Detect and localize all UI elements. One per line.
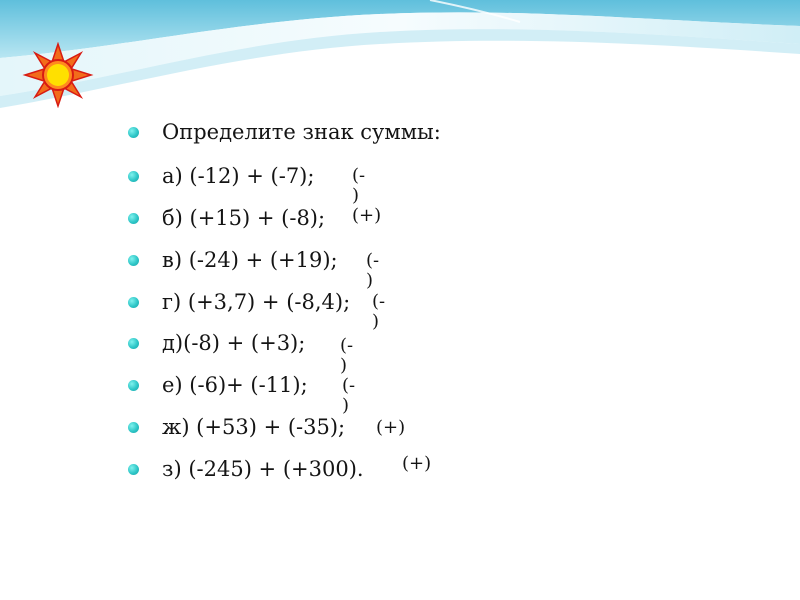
bullet-icon bbox=[128, 255, 139, 266]
bullet-icon bbox=[128, 127, 139, 138]
list-item bbox=[128, 198, 528, 238]
list-item-text: ж) (+53) + (-35); bbox=[162, 415, 346, 439]
answer-label: (- ) bbox=[372, 291, 386, 332]
list-item-text: д)(-8) + (+3); bbox=[162, 331, 306, 355]
list-item-text: б) (+15) + (-8); bbox=[162, 206, 326, 230]
list-item bbox=[128, 156, 528, 196]
bullet-icon bbox=[128, 213, 139, 224]
list-item bbox=[128, 323, 528, 363]
list-item bbox=[128, 449, 528, 489]
bullet-icon bbox=[128, 297, 139, 308]
list-item bbox=[128, 240, 528, 280]
list-item-text: а) (-12) + (-7); bbox=[162, 164, 315, 188]
list-item-text: г) (+3,7) + (-8,4); bbox=[162, 290, 351, 314]
bullet-icon bbox=[128, 171, 139, 182]
list-item bbox=[128, 365, 528, 405]
header-wave-decoration bbox=[0, 0, 800, 110]
bullet-icon bbox=[128, 464, 139, 475]
answer-label: (- ) bbox=[340, 335, 354, 376]
list-item bbox=[128, 407, 528, 447]
sun-icon bbox=[22, 42, 94, 108]
list-item-text: з) (-245) + (+300). bbox=[162, 457, 364, 481]
bullet-icon bbox=[128, 422, 139, 433]
answer-label: (- ) bbox=[342, 375, 356, 416]
list-item-text: Определите знак суммы: bbox=[162, 120, 441, 144]
list-item-text: е) (-6)+ (-11); bbox=[162, 373, 308, 397]
list-item-text: в) (-24) + (+19); bbox=[162, 248, 338, 272]
answer-label: (- ) bbox=[352, 165, 366, 206]
bullet-icon bbox=[128, 380, 139, 391]
list-item bbox=[128, 112, 528, 152]
answer-label: (+) bbox=[352, 205, 382, 226]
list-item bbox=[128, 282, 528, 322]
answer-label: (- ) bbox=[366, 250, 380, 291]
answer-label: (+) bbox=[402, 453, 432, 474]
answer-label: (+) bbox=[376, 417, 406, 438]
bullet-icon bbox=[128, 338, 139, 349]
